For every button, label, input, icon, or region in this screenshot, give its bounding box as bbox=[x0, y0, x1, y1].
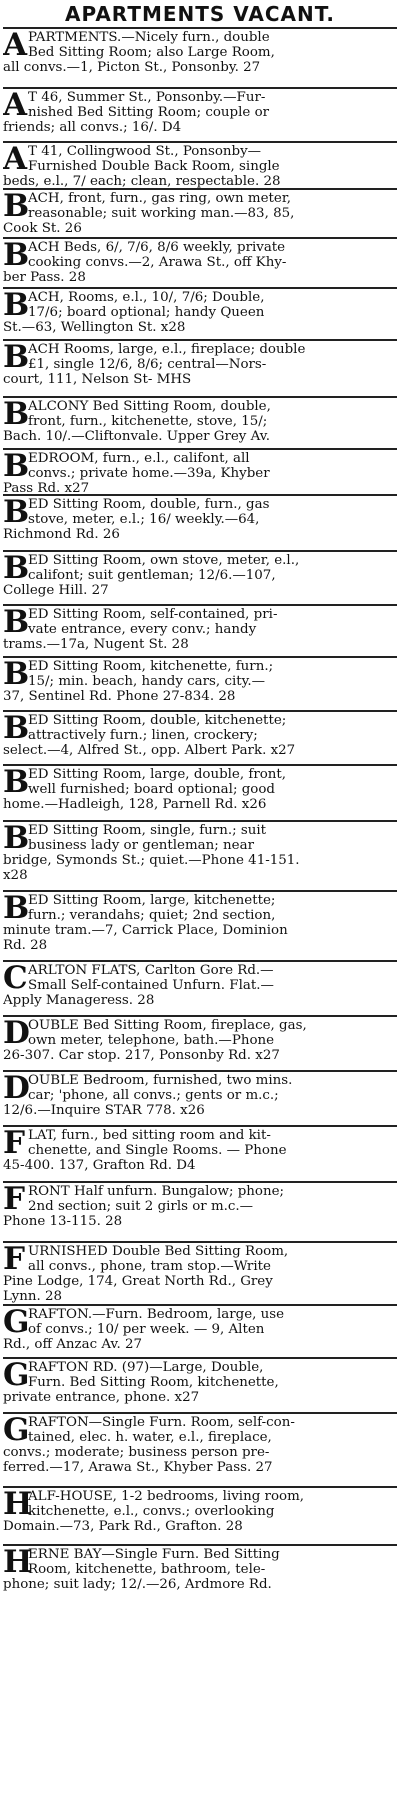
ad-line: ACH, Rooms, e.l., 10/, 7/6; Double, bbox=[28, 290, 265, 305]
ad-line: Phone 13-115. 28 bbox=[3, 1214, 123, 1229]
ad-line: friends; all convs.; 16/. D4 bbox=[3, 120, 182, 135]
classified-ad bbox=[3, 1018, 397, 1063]
section-heading: APARTMENTS VACANT. bbox=[65, 2, 335, 26]
classified-ad bbox=[3, 963, 397, 1008]
ad-line: kitchenette, e.l., convs.; overlooking bbox=[28, 1504, 275, 1519]
ad-divider bbox=[3, 890, 397, 892]
ad-divider bbox=[3, 1070, 397, 1072]
classified-ad bbox=[3, 451, 397, 496]
drop-capital: F bbox=[3, 1244, 26, 1277]
ad-divider bbox=[3, 710, 397, 712]
classified-ad bbox=[3, 90, 397, 135]
classified-ad bbox=[3, 290, 397, 335]
drop-capital: B bbox=[3, 290, 30, 323]
drop-capital: F bbox=[3, 1128, 26, 1161]
ad-line: PARTMENTS.—Nicely furn., double bbox=[28, 30, 270, 45]
ad-line: well furnished; board optional; good bbox=[28, 782, 275, 797]
ad-line: RONT Half unfurn. Bungalow; phone; bbox=[28, 1184, 285, 1199]
ad-line: LAT, furn., bed sitting room and kit- bbox=[28, 1128, 271, 1143]
ad-line: tained, elec. h. water, e.l., fireplace, bbox=[28, 1430, 272, 1445]
ad-line: Rd., off Anzac Av. 27 bbox=[3, 1337, 142, 1352]
ad-line: OUBLE Bedroom, furnished, two mins. bbox=[28, 1073, 293, 1088]
ad-line: ERNE BAY—Single Furn. Bed Sitting bbox=[28, 1547, 280, 1562]
drop-capital: G bbox=[3, 1360, 30, 1393]
drop-capital: H bbox=[3, 1547, 33, 1580]
ad-line: 12/6.—Inquire STAR 778. x26 bbox=[3, 1103, 205, 1118]
ad-line: 2nd section; suit 2 girls or m.c.— bbox=[28, 1199, 254, 1214]
drop-capital: D bbox=[3, 1073, 30, 1106]
drop-capital: B bbox=[3, 823, 30, 856]
ad-line: Pine Lodge, 174, Great North Rd., Grey bbox=[3, 1274, 273, 1289]
ad-line: x28 bbox=[3, 868, 28, 883]
ad-line: ALCONY Bed Sitting Room, double, bbox=[28, 399, 271, 414]
ad-line: T 46, Summer St., Ponsonby.—Fur- bbox=[28, 90, 266, 105]
ad-divider bbox=[3, 141, 397, 143]
ad-line: car; 'phone, all convs.; gents or m.c.; bbox=[28, 1088, 279, 1103]
ad-line: Pass Rd. x27 bbox=[3, 481, 90, 496]
classified-ad bbox=[3, 1073, 397, 1118]
ad-divider bbox=[3, 1486, 397, 1488]
ad-line: Lynn. 28 bbox=[3, 1289, 63, 1304]
drop-capital: B bbox=[3, 342, 30, 375]
drop-capital: B bbox=[3, 497, 30, 530]
ad-line: Apply Manageress. 28 bbox=[3, 993, 155, 1008]
ad-line: ED Sitting Room, large, double, front, bbox=[28, 767, 287, 782]
ad-line: Furnished Double Back Room, single bbox=[28, 159, 280, 174]
ad-divider bbox=[3, 87, 397, 89]
ad-line: home.—Hadleigh, 128, Parnell Rd. x26 bbox=[3, 797, 267, 812]
ad-line: convs.; moderate; business person pre- bbox=[3, 1445, 270, 1460]
classified-ad bbox=[3, 823, 397, 883]
ad-line: RAFTON—Single Furn. Room, self-con- bbox=[28, 1415, 295, 1430]
ad-line: cooking convs.—2, Arawa St., off Khy- bbox=[28, 255, 287, 270]
ad-line: front, furn., kitchenette, stove, 15/; bbox=[28, 414, 268, 429]
ad-line: Richmond Rd. 26 bbox=[3, 527, 120, 542]
ad-line: ACH Rooms, large, e.l., fireplace; double bbox=[28, 342, 306, 357]
ad-line: ALF-HOUSE, 1-2 bedrooms, living room, bbox=[28, 1489, 305, 1504]
ad-line: business lady or gentleman; near bbox=[28, 838, 254, 853]
drop-capital: F bbox=[3, 1184, 26, 1217]
ad-line: ber Pass. 28 bbox=[3, 270, 86, 285]
classified-ad bbox=[3, 342, 397, 387]
ad-line: court, 111, Nelson St- MHS bbox=[3, 372, 192, 387]
drop-capital: B bbox=[3, 553, 30, 586]
classified-ad bbox=[3, 713, 397, 758]
ad-divider bbox=[3, 1125, 397, 1127]
classified-ad bbox=[3, 1547, 397, 1592]
ad-line: Furn. Bed Sitting Room, kitchenette, bbox=[28, 1375, 279, 1390]
ad-line: phone; suit lady; 12/.—26, Ardmore Rd. bbox=[3, 1577, 272, 1592]
ad-line: ACH, front, furn., gas ring, own meter, bbox=[28, 191, 292, 206]
drop-capital: B bbox=[3, 451, 30, 484]
ad-line: all convs.—1, Picton St., Ponsonby. 27 bbox=[3, 60, 261, 75]
ad-line: ED Sitting Room, single, furn.; suit bbox=[28, 823, 266, 838]
ad-line: beds, e.l., 7/ each; clean, respectable. 28 bbox=[3, 174, 281, 189]
ad-divider bbox=[3, 188, 397, 190]
ad-line: convs.; private home.—39a, Khyber bbox=[28, 466, 270, 481]
drop-capital: A bbox=[3, 144, 28, 177]
ad-line: ferred.—17, Arawa St., Khyber Pass. 27 bbox=[3, 1460, 273, 1475]
classified-ad bbox=[3, 553, 397, 598]
ad-line: select.—4, Alfred St., opp. Albert Park. x27 bbox=[3, 743, 296, 758]
drop-capital: B bbox=[3, 767, 30, 800]
ad-line: RAFTON.—Furn. Bedroom, large, use bbox=[28, 1307, 285, 1322]
ad-line: vate entrance, every conv.; handy bbox=[28, 622, 257, 637]
ad-line: College Hill. 27 bbox=[3, 583, 109, 598]
classified-ad bbox=[3, 1415, 397, 1475]
drop-capital: D bbox=[3, 1018, 30, 1051]
ad-line: ED Sitting Room, kitchenette, furn.; bbox=[28, 659, 274, 674]
ad-line: califont; suit gentleman; 12/6.—107, bbox=[28, 568, 276, 583]
ad-divider bbox=[3, 764, 397, 766]
classified-ad bbox=[3, 767, 397, 812]
drop-capital: H bbox=[3, 1489, 33, 1522]
classified-ad bbox=[3, 191, 397, 236]
ad-line: 37, Sentinel Rd. Phone 27-834. 28 bbox=[3, 689, 236, 704]
classified-ad bbox=[3, 1307, 397, 1352]
ad-line: minute tram.—7, Carrick Place, Dominion bbox=[3, 923, 288, 938]
ad-divider bbox=[3, 1015, 397, 1017]
drop-capital: A bbox=[3, 30, 28, 63]
ad-divider bbox=[3, 396, 397, 398]
ad-divider bbox=[3, 448, 397, 450]
classified-ad bbox=[3, 659, 397, 704]
ad-divider bbox=[3, 494, 397, 496]
ad-line: Room, kitchenette, bathroom, tele- bbox=[28, 1562, 266, 1577]
ad-divider bbox=[3, 656, 397, 658]
ad-line: attractively furn.; linen, crockery; bbox=[28, 728, 258, 743]
ad-line: stove, meter, e.l.; 16/ weekly.—64, bbox=[28, 512, 260, 527]
drop-capital: A bbox=[3, 90, 28, 123]
drop-capital: G bbox=[3, 1415, 30, 1448]
ad-line: all convs., phone, tram stop.—Write bbox=[28, 1259, 271, 1274]
ad-line: Small Self-contained Unfurn. Flat.— bbox=[28, 978, 274, 993]
ad-divider bbox=[3, 287, 397, 289]
ad-line: Cook St. 26 bbox=[3, 221, 82, 236]
ad-line: Bach. 10/.—Cliftonvale. Upper Grey Av. bbox=[3, 429, 270, 444]
drop-capital: B bbox=[3, 240, 30, 273]
classified-ad bbox=[3, 30, 397, 75]
classified-ad bbox=[3, 240, 397, 285]
drop-capital: B bbox=[3, 893, 30, 926]
classified-ad bbox=[3, 1244, 397, 1304]
drop-capital: B bbox=[3, 191, 30, 224]
ad-divider bbox=[3, 820, 397, 822]
ad-line: bridge, Symonds St.; quiet.—Phone 41-151. bbox=[3, 853, 300, 868]
ad-line: private entrance, phone. x27 bbox=[3, 1390, 200, 1405]
ad-divider bbox=[3, 960, 397, 962]
classified-ad bbox=[3, 1489, 397, 1534]
ad-line: ED Sitting Room, double, furn., gas bbox=[28, 497, 270, 512]
classified-ad bbox=[3, 144, 397, 189]
ad-line: ED Sitting Room, large, kitchenette; bbox=[28, 893, 276, 908]
ad-divider bbox=[3, 1412, 397, 1414]
ad-divider bbox=[3, 1304, 397, 1306]
ad-line: chenette, and Single Rooms. — Phone bbox=[28, 1143, 287, 1158]
ad-line: Rd. 28 bbox=[3, 938, 48, 953]
ad-line: of convs.; 10/ per week. — 9, Alten bbox=[28, 1322, 265, 1337]
ad-divider bbox=[3, 550, 397, 552]
ad-line: reasonable; suit working man.—83, 85, bbox=[28, 206, 295, 221]
classified-ad bbox=[3, 893, 397, 953]
ad-line: 17/6; board optional; handy Queen bbox=[28, 305, 265, 320]
ad-divider bbox=[3, 237, 397, 239]
ad-line: Domain.—73, Park Rd., Grafton. 28 bbox=[3, 1519, 243, 1534]
classified-ad bbox=[3, 1360, 397, 1405]
ad-line: nished Bed Sitting Room; couple or bbox=[28, 105, 270, 120]
ad-divider bbox=[3, 1357, 397, 1359]
drop-capital: B bbox=[3, 713, 30, 746]
ad-line: furn.; verandahs; quiet; 2nd section, bbox=[28, 908, 276, 923]
ad-line: Bed Sitting Room; also Large Room, bbox=[28, 45, 275, 60]
ad-line: EDROOM, furn., e.l., califont, all bbox=[28, 451, 250, 466]
ad-line: ED Sitting Room, own stove, meter, e.l., bbox=[28, 553, 300, 568]
ad-line: St.—63, Wellington St. x28 bbox=[3, 320, 186, 335]
classified-ad bbox=[3, 1184, 397, 1229]
drop-capital: B bbox=[3, 659, 30, 692]
drop-capital: B bbox=[3, 399, 30, 432]
ad-line: T 41, Collingwood St., Ponsonby— bbox=[28, 144, 262, 159]
ad-line: trams.—17a, Nugent St. 28 bbox=[3, 637, 189, 652]
ad-line: RAFTON RD. (97)—Large, Double, bbox=[28, 1360, 264, 1375]
ad-line: 26-307. Car stop. 217, Ponsonby Rd. x27 bbox=[3, 1048, 280, 1063]
ad-line: own meter, telephone, bath.—Phone bbox=[28, 1033, 275, 1048]
ad-line: ACH Beds, 6/, 7/6, 8/6 weekly, private bbox=[28, 240, 286, 255]
classified-ad bbox=[3, 497, 397, 542]
drop-capital: G bbox=[3, 1307, 30, 1340]
ad-line: ED Sitting Room, self-contained, pri- bbox=[28, 607, 278, 622]
ad-line: ED Sitting Room, double, kitchenette; bbox=[28, 713, 287, 728]
ad-line: ARLTON FLATS, Carlton Gore Rd.— bbox=[28, 963, 274, 978]
ad-divider bbox=[3, 339, 397, 341]
ad-line: 45-400. 137, Grafton Rd. D4 bbox=[3, 1158, 196, 1173]
ad-divider bbox=[3, 1241, 397, 1243]
classified-ad bbox=[3, 399, 397, 444]
ad-line: £1, single 12/6, 8/6; central—Nors- bbox=[28, 357, 267, 372]
ad-divider bbox=[3, 1544, 397, 1546]
ad-line: URNISHED Double Bed Sitting Room, bbox=[28, 1244, 289, 1259]
classified-ad bbox=[3, 607, 397, 652]
drop-capital: C bbox=[3, 963, 28, 996]
ad-line: OUBLE Bed Sitting Room, fireplace, gas, bbox=[28, 1018, 307, 1033]
classified-ad bbox=[3, 1128, 397, 1173]
ad-divider bbox=[3, 27, 397, 29]
drop-capital: B bbox=[3, 607, 30, 640]
ad-divider bbox=[3, 1181, 397, 1183]
ad-line: 15/; min. beach, handy cars, city.— bbox=[28, 674, 266, 689]
ad-divider bbox=[3, 604, 397, 606]
